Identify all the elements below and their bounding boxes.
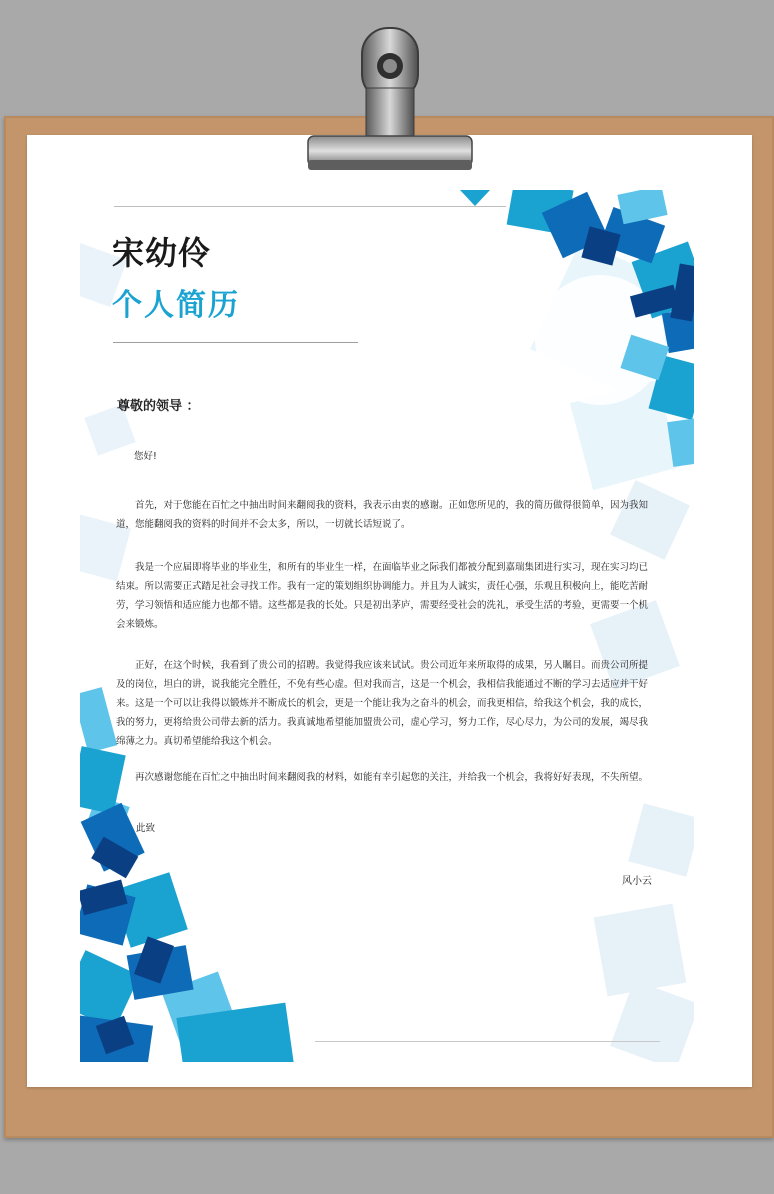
binder-clip [300,26,480,176]
paragraph-1: 首先，对于您能在百忙之中抽出时间来翻阅我的资料，我表示由衷的感谢。正如您所见的，我的简历做得很简单，因为我知道，您能翻阅我的资料的时间并不会太多，所以，一切就长话短说了。 [116,500,649,530]
paragraph-2: 我是一个应届即将毕业的毕业生，和所有的毕业生一样，在面临毕业之际我们都被分配到嘉瑞集团进行实习，现在实习均已结束。所以需要正式踏足社会寻找工作。我有一定的策划组织协调能力。并且为人诚实，责任心强，乐观且积极向上，能吃苦耐劳，学习领悟和适应能力也都不错。这些都是我的长处。只是初出茅庐，需要经受社会的洗礼，承受生活的考验，更需要一个机会来锻炼。 [116,562,649,630]
paragraph-3: 正好，在这个时候，我看到了贵公司的招聘。我觉得我应该来试试。贵公司近年来所取得的成果，另人瞩目。而贵公司所提及的岗位，坦白的讲，说我能完全胜任，不免有些心虚。但对我而言，这是一个机会，我相信我能通过不断的学习去适应并干好来。这是一个可以让我得以锻炼并不断成长的机会，更是一个能让我为之奋斗的机会，而我更相信，给我这个机会，我的成长，我的努力，更将给贵公司带去新的活力。我真诚地希望能加盟贵公司，虚心学习，努力工作，尽心尽力，为公司的发展，竭尽我绵薄之力。真切希望能给我这个机会。 [116,660,649,747]
top-rule [114,206,506,207]
resume-title: 个人简历 [112,288,240,323]
paragraph-4: 再次感谢您能在百忙之中抽出时间来翻阅我的材料，如能有幸引起您的关注，并给我一个机会，我将好好表现，不失所望。 [135,772,649,783]
signature: 风小云 [622,876,652,887]
salutation: 尊敬的领导 ： [117,399,200,414]
title-rule [113,342,358,343]
closing: 此致 [136,823,156,834]
greeting: 您好! [134,451,157,462]
applicant-name: 宋幼伶 [112,234,212,272]
bottom-rule [315,1041,660,1042]
